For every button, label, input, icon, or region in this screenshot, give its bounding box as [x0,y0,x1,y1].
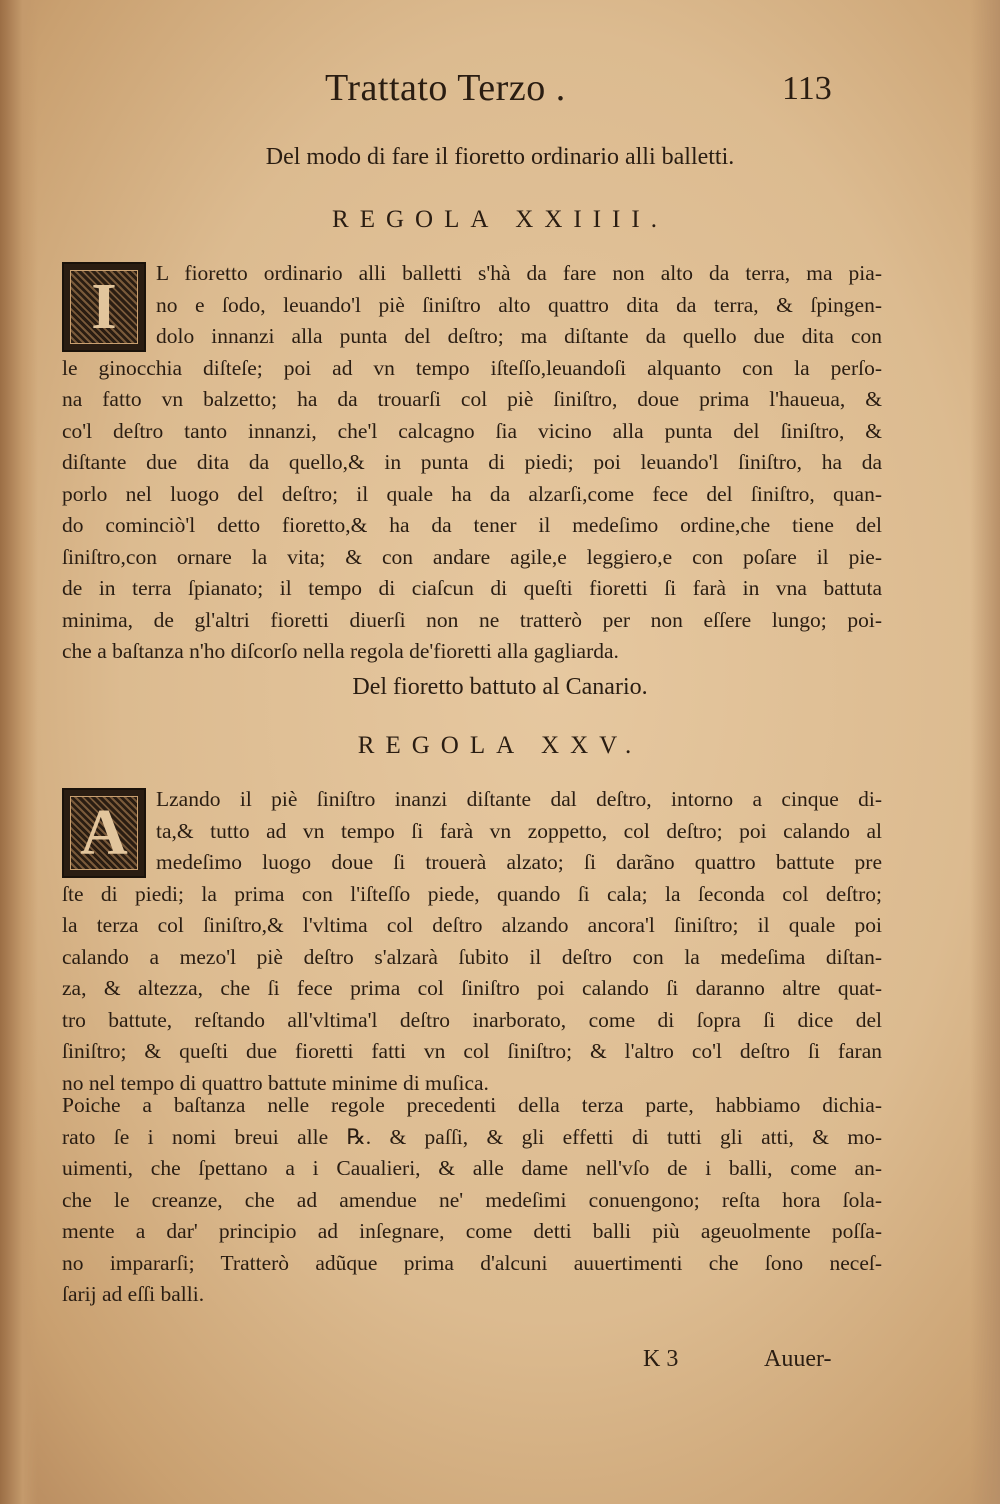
text-line: de in terra ſpianato; il tempo di ciaſcun di queſti fioretti ſi farà in vna battuta [62,576,882,600]
section-title: Del modo di fare il fioretto ordinario alli balletti. [265,144,735,170]
catchword: Auuer- [764,1346,832,1372]
text-line: la terza col ſiniſtro,& l'vltima col deſtro alzando ancora'l ſiniſtro; il quale poi [62,913,882,937]
section-title: Del fioretto battuto al Canario. [352,674,648,700]
page-header [0,66,1000,116]
text-line: ſiniſtro; & queſti due fioretti fatti vn col ſiniſtro; & l'altro co'l deſtro ſi faran [62,1039,882,1063]
page-number: 113 [782,70,832,107]
running-title: Trattato Terzo . [325,67,566,109]
rule-heading: REGOLA XXV. [357,732,643,759]
text-line: ſiniſtro,con ornare la vita; & con andare agile,e leggiero,e con poſare il pie- [62,544,882,569]
text-line: calando a mezo'l piè deſtro s'alzarà ſubito il deſtro con la medeſima diſtan- [62,944,882,969]
text-line: mente a dar' principio ad inſegnare, come detti balli più ageuolmente poſſa- [62,1219,882,1243]
text-line: che le creanze, che ad amendue ne' medeſimi conuengono; reſta hora ſola- [62,1187,882,1212]
text-line: na fatto vn balzetto; ha da trouarſi col piè ſiniſtro, doue prima l'haueua, & [62,387,882,411]
text-line: le ginocchia diſteſe; poi ad vn tempo iſteſſo,leuandoſi alquanto con la perſo- [62,355,882,380]
text-line: che a baſtanza n'ho diſcorſo nella regola de'fioretti alla gagliarda. [62,639,619,663]
text-line: rato ſe i nomi breui alle ℞. & paſſi, & gli effetti di tutti gli atti, & mo- [62,1124,882,1149]
text-line: za, & altezza, che ſi fece prima col ſiniſtro poi calando ſi daranno altre quat- [62,976,882,1000]
text-line: minima, de gl'altri fioretti diuerſi non ne tratterò per non eſſere lungo; poi- [62,607,882,632]
paragraph [62,784,882,1099]
text-line: dolo innanzi alla punta del deſtro; ma diſtante da quello due dita con [156,324,882,348]
text-line: no e ſodo, leuando'l piè ſiniſtro alto quattro dita da terra, & ſpingen- [156,292,882,317]
initial-letter: I [91,270,117,343]
text-line: Lzando il piè ſiniſtro inanzi diſtante dal deſtro, intorno a cinque di- [156,787,882,811]
initial-letter: A [80,796,128,869]
text-line: ſte di piedi; la prima con l'iſteſſo piede, quando ſi cala; la ſeconda col deſtro; [62,881,882,906]
text-line: tro battute, reſtando all'vltima'l deſtro inarborato, come di ſopra ſi dice del [62,1007,882,1032]
text-line: ta,& tutto ad vn tempo ſi farà vn zoppetto, col deſtro; poi calando al [156,818,882,843]
rule-heading: REGOLA XXIIII. [332,206,668,233]
closing-paragraph [62,1090,882,1311]
text-line: medeſimo luogo doue ſi trouerà alzato; ſi darãno quattro battute pre [156,850,882,874]
page-footer [0,1346,1000,1386]
paragraph [62,258,882,668]
text-line: do cominciò'l detto fioretto,& ha da tener il medeſimo ordine,che tiene del [62,513,882,537]
text-line: ſarij ad eſſi balli. [62,1282,205,1306]
text-line: uimenti, che ſpettano a i Caualieri, & alle dame nell'vſo de i balli, come an- [62,1156,882,1180]
text-line: no impararſi; Tratterò adũque prima d'alcuni auuertimenti che ſono neceſ- [62,1250,882,1275]
signature-mark: K 3 [643,1346,679,1372]
text-line: Poiche a baſtanza nelle regole precedenti della terza parte, habbiamo dichia- [62,1093,882,1117]
text-line: L fioretto ordinario alli balletti s'hà da fare non alto da terra, ma pia- [156,261,882,285]
text-line: diſtante due dita da quello,& in punta di piedi; poi leuando'l ſiniſtro, ha da [62,450,882,474]
text-line: porlo nel luogo del deſtro; il quale ha da alzarſi,come fece del ſiniſtro, quan- [62,481,882,506]
text-line: co'l deſtro tanto innanzi, che'l calcagno ſia vicino alla punta del ſiniſtro, & [62,418,882,443]
text-line: no nel tempo di quattro battute minime di muſica. [62,1070,489,1095]
